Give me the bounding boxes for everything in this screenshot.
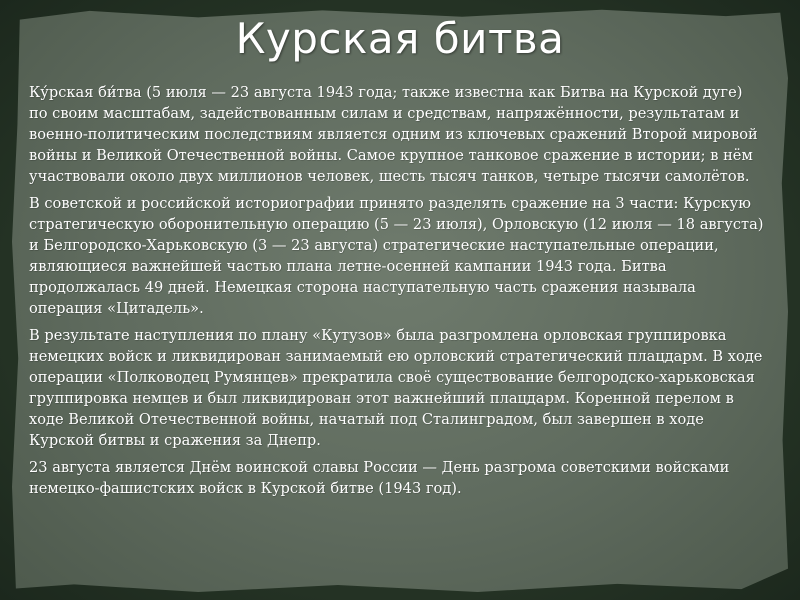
slide-title: Курская битва [235,14,565,63]
slide-body [29,82,764,505]
paragraph-glory-day: 23 августа является Днём воинской славы России — День разгрома советскими войсками немецко-фашистских войск в Курской битве (1943 год). [29,459,730,497]
paragraph-results: В результате наступления по плану «Кутузов» была разгромлена орловская группировка немецких войск и ликвидирован занимаемый ею орловский стратегический плацдарм. В ходе операции «Полководец Румянцев» прекратила своё существование белгородско-харьковская группировка немцев и был ликвидирован этот важнейший плацдарм. Коренной перелом в ходе Великой Отечественной войны, начатый под Сталинградом, был завершен в ходе Курской битвы и сражения за Днепр. [29,327,763,449]
paragraph-intro: Ку́рская би́тва (5 июля — 23 августа 1943 года; также известна как Битва на Курской дуге) по своим масштабам, задействованным силам и средствам, напряжённости, результатам и военно-политическим последствиям является одним из ключевых сражений Второй мировой войны и Великой Отечественной войны. Самое крупное танковое сражение в истории; в нём участвовали около двух миллионов человек, шесть тысяч танков, четыре тысячи самолётов. [29,84,758,185]
paragraph-phases: В советской и российской историографии принято разделять сражение на 3 части: Курскую стратегическую оборонительную операцию (5 — 23 июля), Орловскую (12 июля — 18 августа) и Белгородско-Харьковскую (3 — 23 августа) стратегические наступательные операции, являющиеся важнейшей частью плана летне-осенней кампании 1943 года. Битва продолжалась 49 дней. Немецкая сторона наступательную часть сражения называла операция «Цитадель». [29,195,764,317]
